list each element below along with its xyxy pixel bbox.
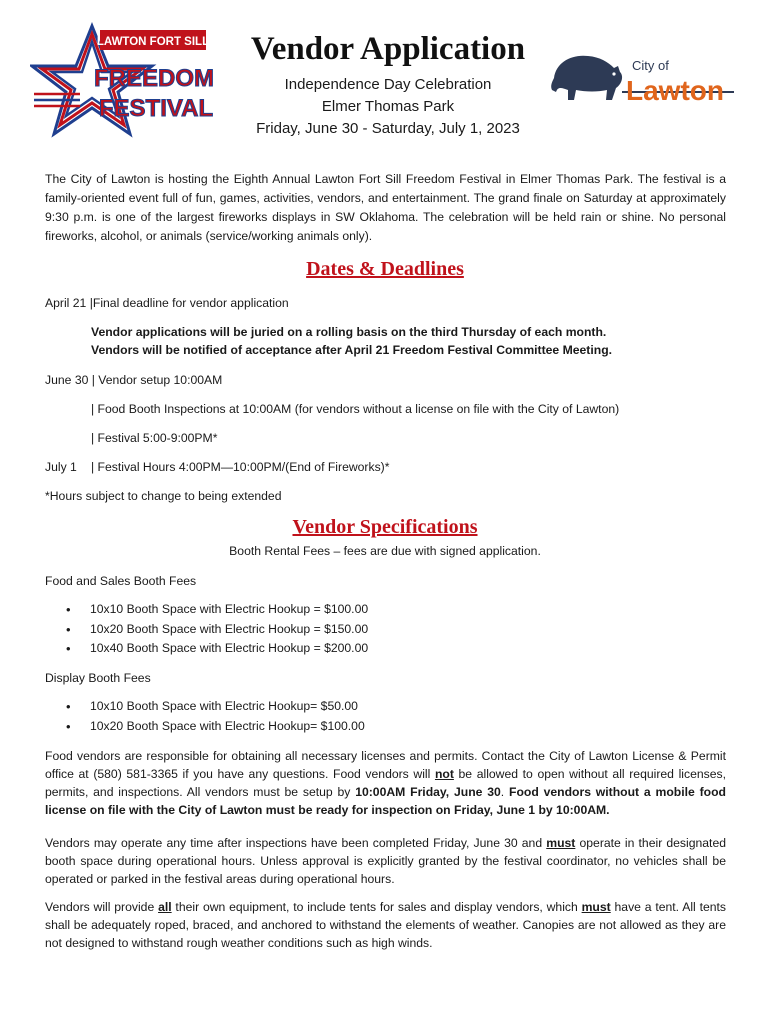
deadline-line: April 21 |Final deadline for vendor application	[45, 296, 289, 310]
rental-fee-note: Booth Rental Fees – fees are due with signed application.	[229, 544, 541, 558]
july1-label: July 1	[45, 460, 77, 474]
hours-note: *Hours subject to change to being extended	[45, 489, 282, 503]
list-item: • 10x20 Booth Space with Electric Hookup= $100.00	[64, 717, 365, 737]
mobile-license-note: Food vendors without a mobile food license on file with the City of Lawton must be ready for inspection on Friday, June 1 by 10:00AM.	[45, 785, 726, 817]
text-run: Food vendors are responsible for obtaining all necessary licenses and permits. Contact the City of Lawton License & Permit office at (580) 581-3365 if you have any questions. Food vendors will	[45, 749, 726, 781]
freedom-festival-logo	[30, 22, 216, 152]
logo-festival-text: FESTIVAL	[98, 95, 214, 122]
text-run: .	[500, 785, 509, 799]
setup-time: 10:00AM Friday, June 30	[355, 785, 501, 799]
event-name: Independence Day Celebration	[284, 76, 492, 93]
equipment-paragraph	[45, 898, 726, 952]
event-location: Elmer Thomas Park	[321, 98, 455, 115]
food-vendor-paragraph	[45, 747, 726, 819]
list-item: • 10x10 Booth Space with Electric Hookup= $50.00	[64, 697, 365, 717]
emphasis-not: not	[434, 767, 454, 781]
food-booth-list	[64, 600, 368, 659]
page-title: Vendor Application	[250, 31, 526, 67]
june30-festival-line: | Festival 5:00-9:00PM*	[91, 431, 218, 445]
operating-hours-paragraph	[45, 834, 726, 888]
text-run: have a tent. All tents shall be adequately roped, braced, and anchored to withstand the elements of weather. Canopies are not allowed as they are not designed to withstand rough weather conditions such as high winds.	[45, 900, 726, 950]
vendor-specifications-heading: Vendor Specifications	[292, 516, 478, 538]
intro-paragraph: The City of Lawton is hosting the Eighth Annual Lawton Fort Sill Freedom Festival in Elmer Thomas Park. The festival is a family-oriented event full of fun, games, activities, vendors, and entertainment. The grand finale on Saturday at approximately 9:30 p.m. is one of the largest fireworks displays in SW Oklahoma. The celebration will be held rain or shine. No personal fireworks, alcohol, or animals (service/working animals only).	[45, 172, 726, 243]
text-run: their own equipment, to include tents for sales and display vendors, which	[171, 900, 582, 914]
emphasis-must: must	[546, 836, 576, 850]
lawton-text: Lawton	[626, 75, 724, 106]
notified-note: Vendors will be notified of acceptance after April 21 Freedom Festival Committee Meeting.	[91, 343, 613, 357]
city-of-lawton-logo	[546, 48, 736, 106]
logo-freedom-text: FREEDOM	[94, 65, 214, 92]
text-run: Vendors may operate any time after inspections have been completed Friday, June 30 and	[45, 836, 547, 850]
bison-icon	[551, 56, 622, 100]
display-booth-list	[64, 697, 365, 736]
list-item: • 10x20 Booth Space with Electric Hookup = $150.00	[64, 620, 368, 640]
juried-note: Vendor applications will be juried on a rolling basis on the third Thursday of each month.	[91, 325, 607, 339]
list-item: • 10x40 Booth Space with Electric Hookup = $200.00	[64, 639, 368, 659]
food-booth-heading: Food and Sales Booth Fees	[45, 574, 197, 588]
list-item: • 10x10 Booth Space with Electric Hookup = $100.00	[64, 600, 368, 620]
display-booth-heading: Display Booth Fees	[45, 671, 151, 685]
city-of-text: City of	[632, 58, 669, 73]
text-run: operate in their designated booth space during operational hours. Unless approval is explicitly granted by the festival coordinator, no vehicles shall be operated or parked in the festival areas during operational hours.	[45, 836, 727, 886]
title-block	[230, 30, 546, 140]
logo-top-text: LAWTON FORT SILL	[96, 36, 210, 48]
july1-hours-line: | Festival Hours 4:00PM—10:00PM/(End of Fireworks)*	[91, 460, 390, 474]
text-run: be allowed to open without all required licenses, permits, and inspections. All vendors must be setup by	[45, 767, 726, 799]
emphasis-all: all	[158, 900, 172, 914]
event-dates: Friday, June 30 - Saturday, July 1, 2023	[256, 120, 520, 137]
june30-inspections-line: | Food Booth Inspections at 10:00AM (for vendors without a license on file with the City of Lawton)	[91, 402, 620, 416]
dates-deadlines-heading: Dates & Deadlines	[306, 258, 464, 280]
june30-setup-line: June 30 | Vendor setup 10:00AM	[45, 373, 223, 387]
text-run: Vendors will provide	[45, 900, 159, 914]
emphasis-must: must	[581, 900, 611, 914]
